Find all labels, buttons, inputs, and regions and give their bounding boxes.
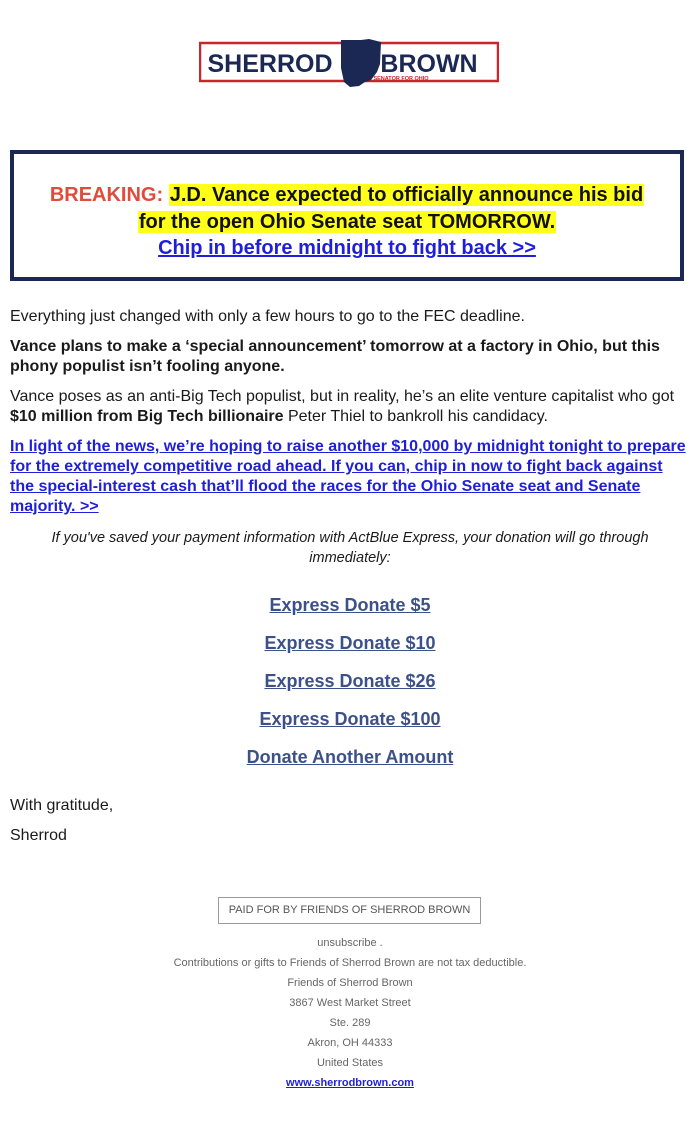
logo-tagline: SENATOR FOR OHIO: [373, 76, 429, 82]
breaking-news-banner: [10, 150, 684, 281]
website-link[interactable]: www.sherrodbrown.com: [286, 1077, 414, 1089]
paid-for-disclaimer: PAID FOR BY FRIENDS OF SHERROD BROWN: [218, 897, 481, 924]
p3-text-a: Vance poses as an anti-Big Tech populist, but in reality, he’s an elite venture capitalist who got: [10, 388, 675, 405]
p3-text-c: Peter Thiel to bankroll his candidacy.: [283, 408, 548, 425]
logo-last-name: BROWN: [380, 50, 478, 78]
headline-line-2: for the open Ohio Senate seat TOMORROW.: [138, 211, 556, 233]
footer-street: 3867 West Market Street: [289, 997, 411, 1009]
breaking-headline: [14, 182, 680, 236]
unsubscribe-link[interactable]: unsubscribe: [317, 937, 377, 949]
express-donate-26-button[interactable]: Express Donate $26: [264, 671, 436, 691]
express-donate-100-button[interactable]: Express Donate $100: [259, 709, 441, 729]
tax-disclaimer: Contributions or gifts to Friends of Sherrod Brown are not tax deductible.: [173, 957, 527, 969]
signature: Sherrod: [10, 827, 67, 844]
p3-text-bold: $10 million from Big Tech billionaire: [10, 408, 284, 425]
unsubscribe-row: [0, 937, 700, 949]
donate-another-amount-button[interactable]: Donate Another Amount: [246, 747, 454, 767]
express-donate-5-button[interactable]: Express Donate $5: [269, 595, 431, 615]
chip-in-link[interactable]: Chip in before midnight to fight back >>: [158, 237, 536, 259]
footer-country: United States: [316, 1057, 384, 1069]
fundraising-appeal-link[interactable]: In light of the news, we’re hoping to raise another $10,000 by midnight tonight to prepare for the extremely competitive road ahead. If you can, chip in now to fight back against the special-interest cash that’ll flood the races for the Ohio Senate seat and Senate majority. >>: [10, 438, 686, 515]
headline-line-1: J.D. Vance expected to officially announce his bid: [169, 184, 644, 206]
paragraph-deadline: Everything just changed with only a few hours to go to the FEC deadline.: [10, 308, 525, 325]
paragraph-big-tech: [10, 387, 690, 427]
footer-city: Akron, OH 44333: [307, 1037, 393, 1049]
unsubscribe-suffix: .: [376, 937, 383, 949]
logo-first-name: SHERROD: [207, 50, 333, 78]
footer-org: Friends of Sherrod Brown: [287, 977, 413, 989]
express-donate-10-button[interactable]: Express Donate $10: [264, 633, 436, 653]
footer-suite: Ste. 289: [329, 1017, 371, 1029]
logo-graphic: [199, 38, 499, 92]
paragraph-announcement: Vance plans to make a ‘special announcement’ tomorrow at a factory in Ohio, but this phony populist isn’t fooling anyone.: [10, 338, 660, 375]
actblue-express-note: If you've saved your payment information with ActBlue Express, your donation will go through immediately:: [51, 530, 649, 566]
breaking-label: BREAKING:: [49, 184, 164, 206]
closing-salutation: With gratitude,: [10, 797, 114, 814]
sherrod-brown-logo[interactable]: [199, 38, 499, 92]
